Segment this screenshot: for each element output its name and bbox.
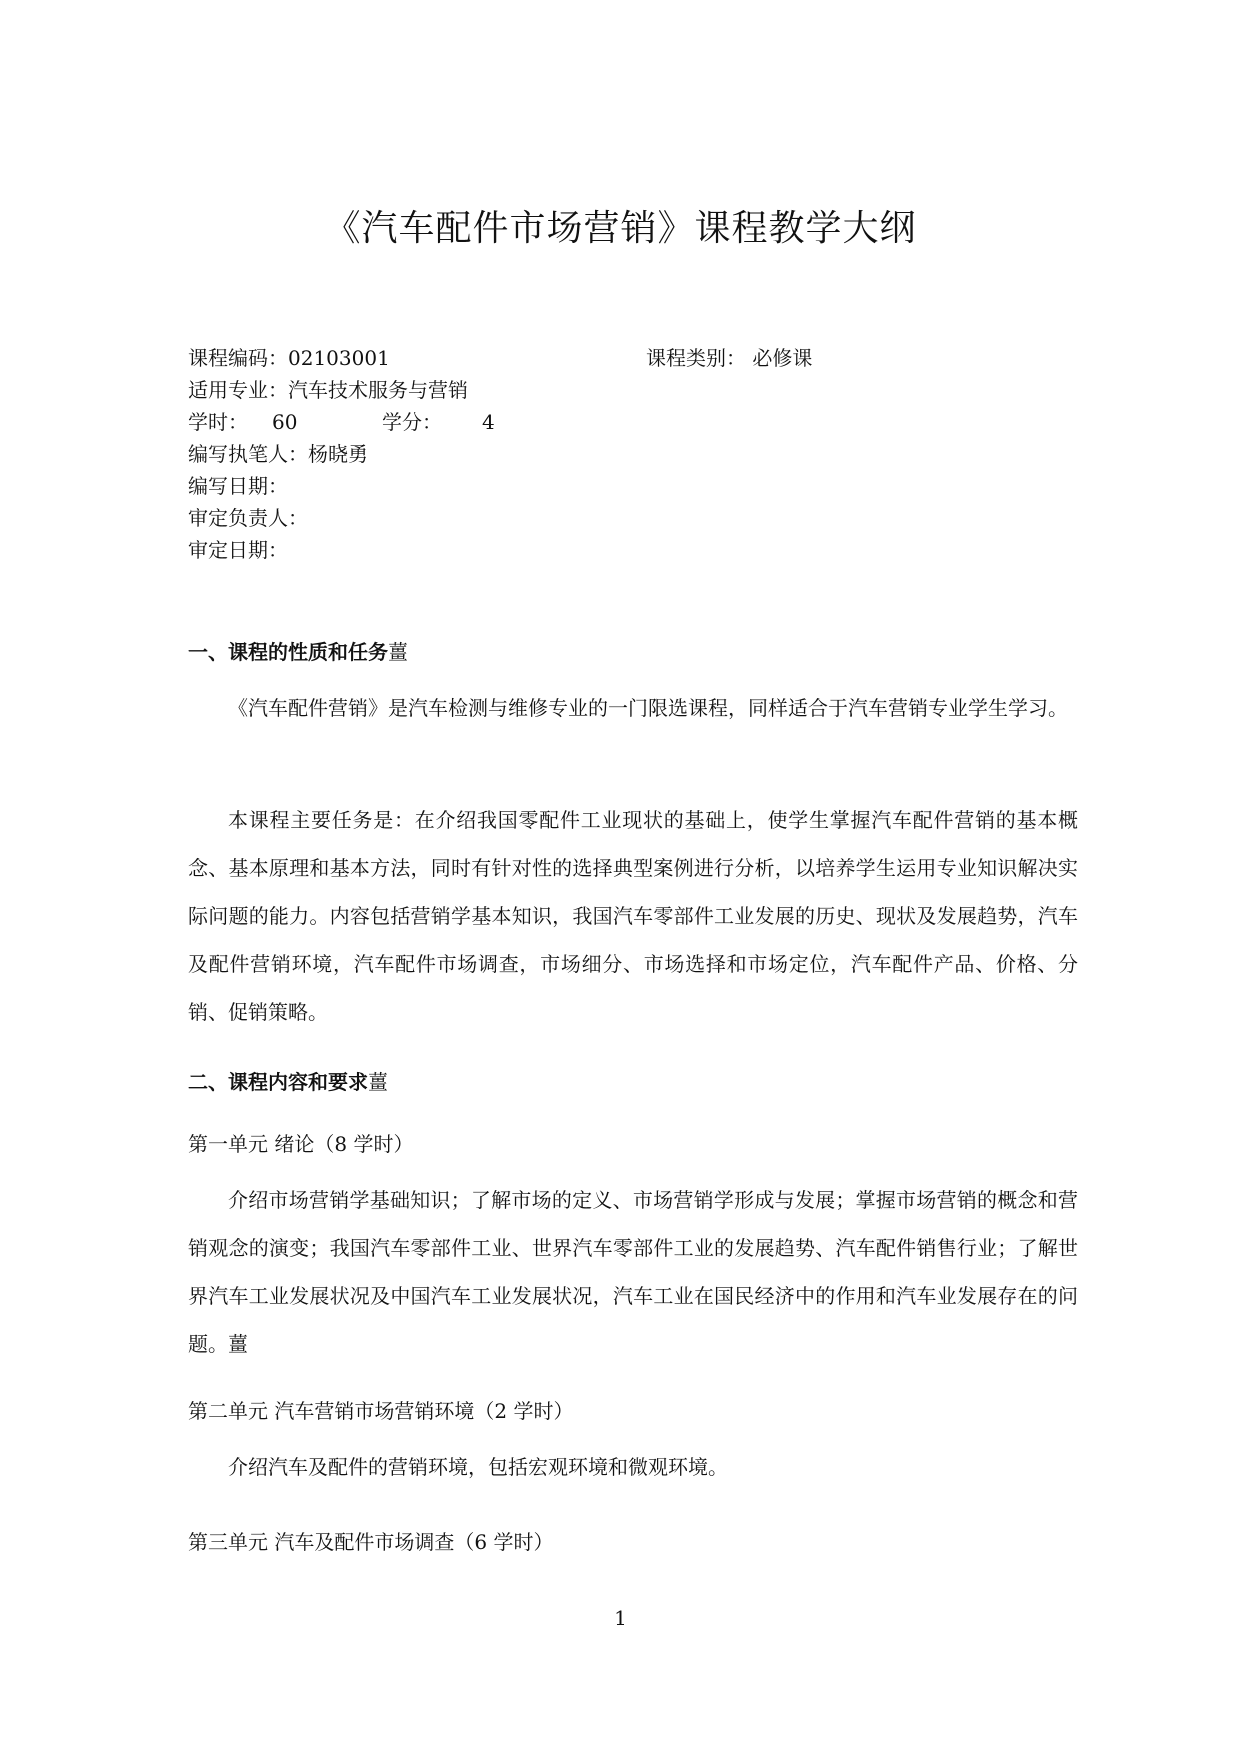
hours-value: 60 bbox=[272, 410, 298, 434]
unit3-title: 第三单元 汽车及配件市场调查（6 学时） bbox=[188, 1530, 554, 1554]
section-heading-1-mark: 薑 bbox=[388, 640, 408, 664]
review-date: 审定日期： bbox=[188, 538, 288, 562]
credits-label: 学分： bbox=[382, 410, 442, 434]
reviewer: 审定负责人： bbox=[188, 506, 308, 530]
course-type: 课程类别： 必修课 bbox=[646, 346, 813, 370]
section-heading-2 bbox=[188, 1066, 388, 1095]
section-heading-2-text: 二、课程内容和要求 bbox=[188, 1070, 368, 1094]
section-heading-1-text: 一、课程的性质和任务 bbox=[188, 640, 388, 664]
hours-credits-row bbox=[188, 406, 495, 435]
credits-value: 4 bbox=[482, 410, 495, 434]
page-number: 1 bbox=[614, 1606, 627, 1630]
unit1-text: 介绍市场营销学基础知识；了解市场的定义、市场营销学形成与发展；掌握市场营销的概念和营销观念的演变；我国汽车零部件工业、世界汽车零部件工业的发展趋势、汽车配件销售行业；了解世界汽车工业发展状况及中国汽车工业发展状况，汽车工业在国民经济中的作用和汽车业发展存在的问题。薑 bbox=[188, 1188, 1078, 1356]
document-title: 《汽车配件市场营销》课程教学大纲 bbox=[324, 208, 917, 249]
applicable-major: 适用专业：汽车技术服务与营销 bbox=[188, 378, 468, 402]
hours-label: 学时： bbox=[188, 410, 248, 434]
section-heading-2-mark: 薑 bbox=[368, 1070, 388, 1094]
section1-paragraph-1: 《汽车配件营销》是汽车检测与维修专业的一门限选课程，同样适合于汽车营销专业学生学习。 bbox=[228, 696, 1068, 720]
unit1-title: 第一单元 绪论（8 学时） bbox=[188, 1132, 414, 1156]
write-date: 编写日期： bbox=[188, 474, 288, 498]
unit2-title: 第二单元 汽车营销市场营销环境（2 学时） bbox=[188, 1399, 574, 1423]
course-code: 课程编码：02103001 bbox=[188, 346, 390, 370]
section-heading-1 bbox=[188, 636, 408, 665]
author: 编写执笔人：杨晓勇 bbox=[188, 442, 368, 466]
unit2-text: 介绍汽车及配件的营销环境，包括宏观环境和微观环境。 bbox=[228, 1455, 728, 1479]
section1-paragraph-2: 本课程主要任务是：在介绍我国零配件工业现状的基础上，使学生掌握汽车配件营销的基本概念、基本原理和基本方法，同时有针对性的选择典型案例进行分析，以培养学生运用专业知识解决实际问题的能力。内容包括营销学基本知识，我国汽车零部件工业发展的历史、现状及发展趋势，汽车及配件营销环境，汽车配件市场调查，市场细分、市场选择和市场定位，汽车配件产品、价格、分销、促销策略。 bbox=[188, 808, 1078, 1024]
